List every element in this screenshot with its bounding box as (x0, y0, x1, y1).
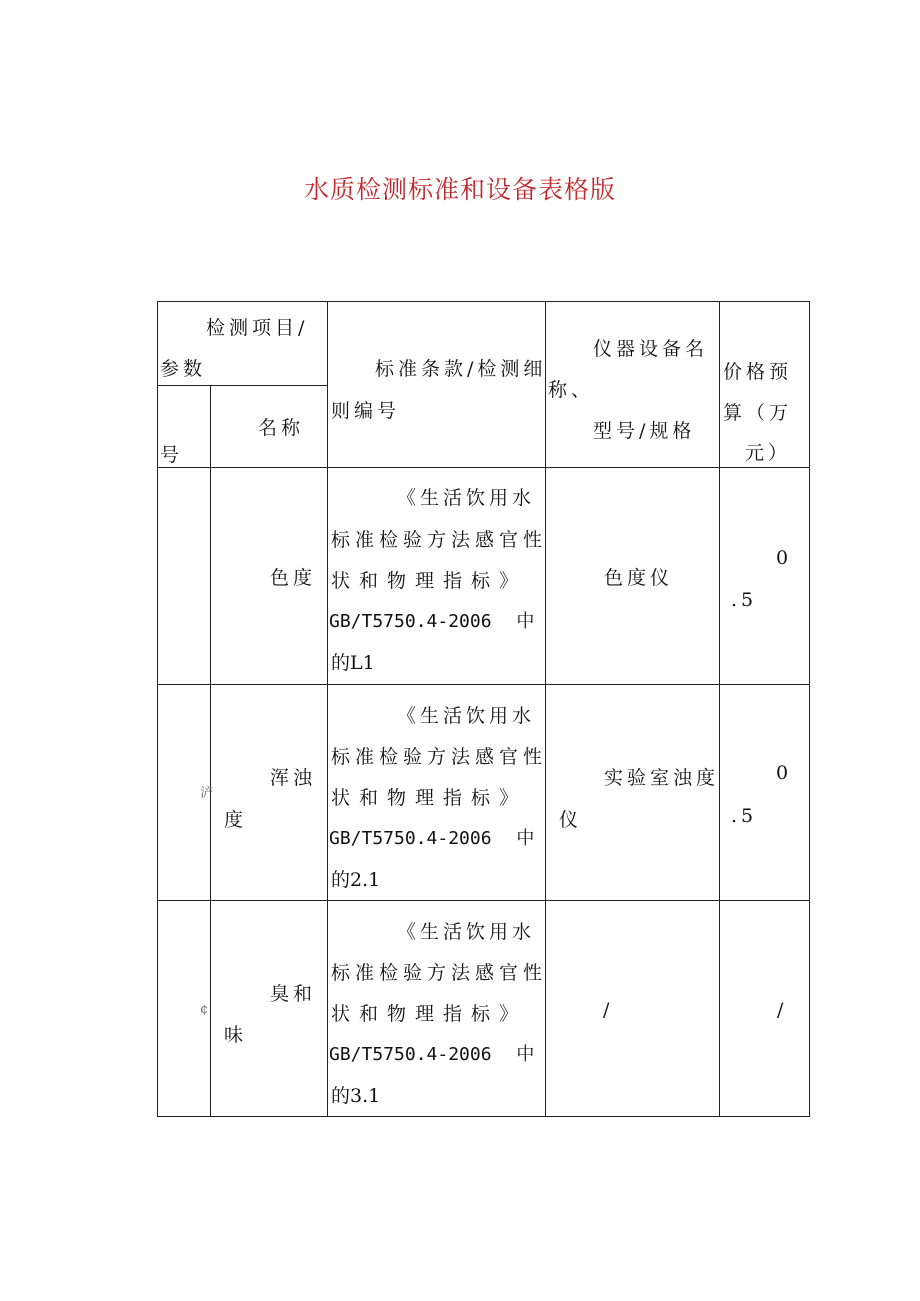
row3-standard-line5: 的3.1 (331, 1085, 381, 1107)
table-border-right (809, 301, 810, 1117)
row1-standard-line1: 《生活饮用水 (397, 487, 536, 509)
row2-standard-line1: 《生活饮用水 (397, 705, 536, 727)
row2-standard-line3: 状和物理指标》 (331, 787, 528, 809)
row2-name-line2: 度 (224, 809, 248, 831)
row3-name-line1: 臭和 (270, 983, 317, 1005)
header-price-line1: 价格预 (723, 361, 793, 383)
table-border-left (157, 301, 158, 1117)
header-bottom-rule (157, 467, 810, 468)
row1-standard-line4: GB/T5750.4-2006 中 (329, 611, 535, 632)
row2-bottom-rule (157, 900, 810, 901)
row1-instrument: 色度仪 (604, 567, 674, 589)
row1-standard-line3: 状和物理指标》 (331, 570, 528, 592)
row2-instrument-line1: 实验室浊度 (604, 767, 720, 789)
standard-instrument-divider (545, 301, 546, 1117)
header-price-line2: 算（万 (723, 402, 793, 424)
instrument-price-divider (719, 301, 720, 1117)
header-no-label: 号 (160, 444, 180, 466)
row3-standard-line4: GB/T5750.4-2006 中 (329, 1044, 535, 1065)
table-border-top (157, 301, 810, 302)
document-title: 水质检测标准和设备表格版 (303, 175, 616, 204)
name-standard-divider (327, 301, 328, 1117)
row2-standard-line5: 的2.1 (331, 869, 381, 891)
row3-instrument: / (603, 999, 610, 1021)
row3-standard-line2: 标准检验方法感官性 (331, 962, 548, 984)
table-border-bottom (157, 1116, 810, 1117)
no-name-divider (210, 385, 211, 1117)
row1-bottom-rule (157, 684, 810, 685)
row2-standard-line4: GB/T5750.4-2006 中 (329, 828, 535, 849)
header-standard-line2: 则编号 (331, 400, 401, 422)
row2-number: 浐 (200, 786, 214, 801)
row3-price: / (777, 999, 784, 1021)
row2-standard-line2: 标准检验方法感官性 (331, 746, 548, 768)
row2-name-line1: 浑浊 (270, 767, 317, 789)
header-instrument-line2: 称、 (548, 379, 595, 401)
header-item-line1: 检测项目/ (206, 317, 309, 339)
row3-standard-line1: 《生活饮用水 (397, 921, 536, 943)
row3-standard-line3: 状和物理指标》 (331, 1003, 528, 1025)
row3-name-line2: 味 (224, 1024, 248, 1046)
row1-standard-line2: 标准检验方法感官性 (331, 529, 548, 551)
header-standard-line1: 标准条款/检测细 (375, 358, 547, 380)
row2-price-line2: .5 (731, 805, 758, 827)
row2-instrument-line2: 仪 (559, 809, 583, 831)
header-price-line3: 元） (745, 442, 792, 464)
row1-name: 色度 (270, 567, 317, 589)
row1-standard-line5: 的L1 (331, 652, 375, 674)
row2-price-line1: 0 (776, 762, 789, 784)
header-name-label: 名称 (258, 417, 305, 439)
header-inner-rule (157, 385, 328, 386)
header-instrument-line1: 仪器设备名 (593, 338, 709, 360)
header-item-line2: 参数 (160, 358, 207, 380)
row1-price-line1: 0 (776, 547, 789, 569)
row1-price-line2: .5 (731, 589, 758, 611)
row3-number: ¢ (200, 1002, 209, 1017)
header-instrument-line3: 型号/规格 (593, 420, 696, 442)
